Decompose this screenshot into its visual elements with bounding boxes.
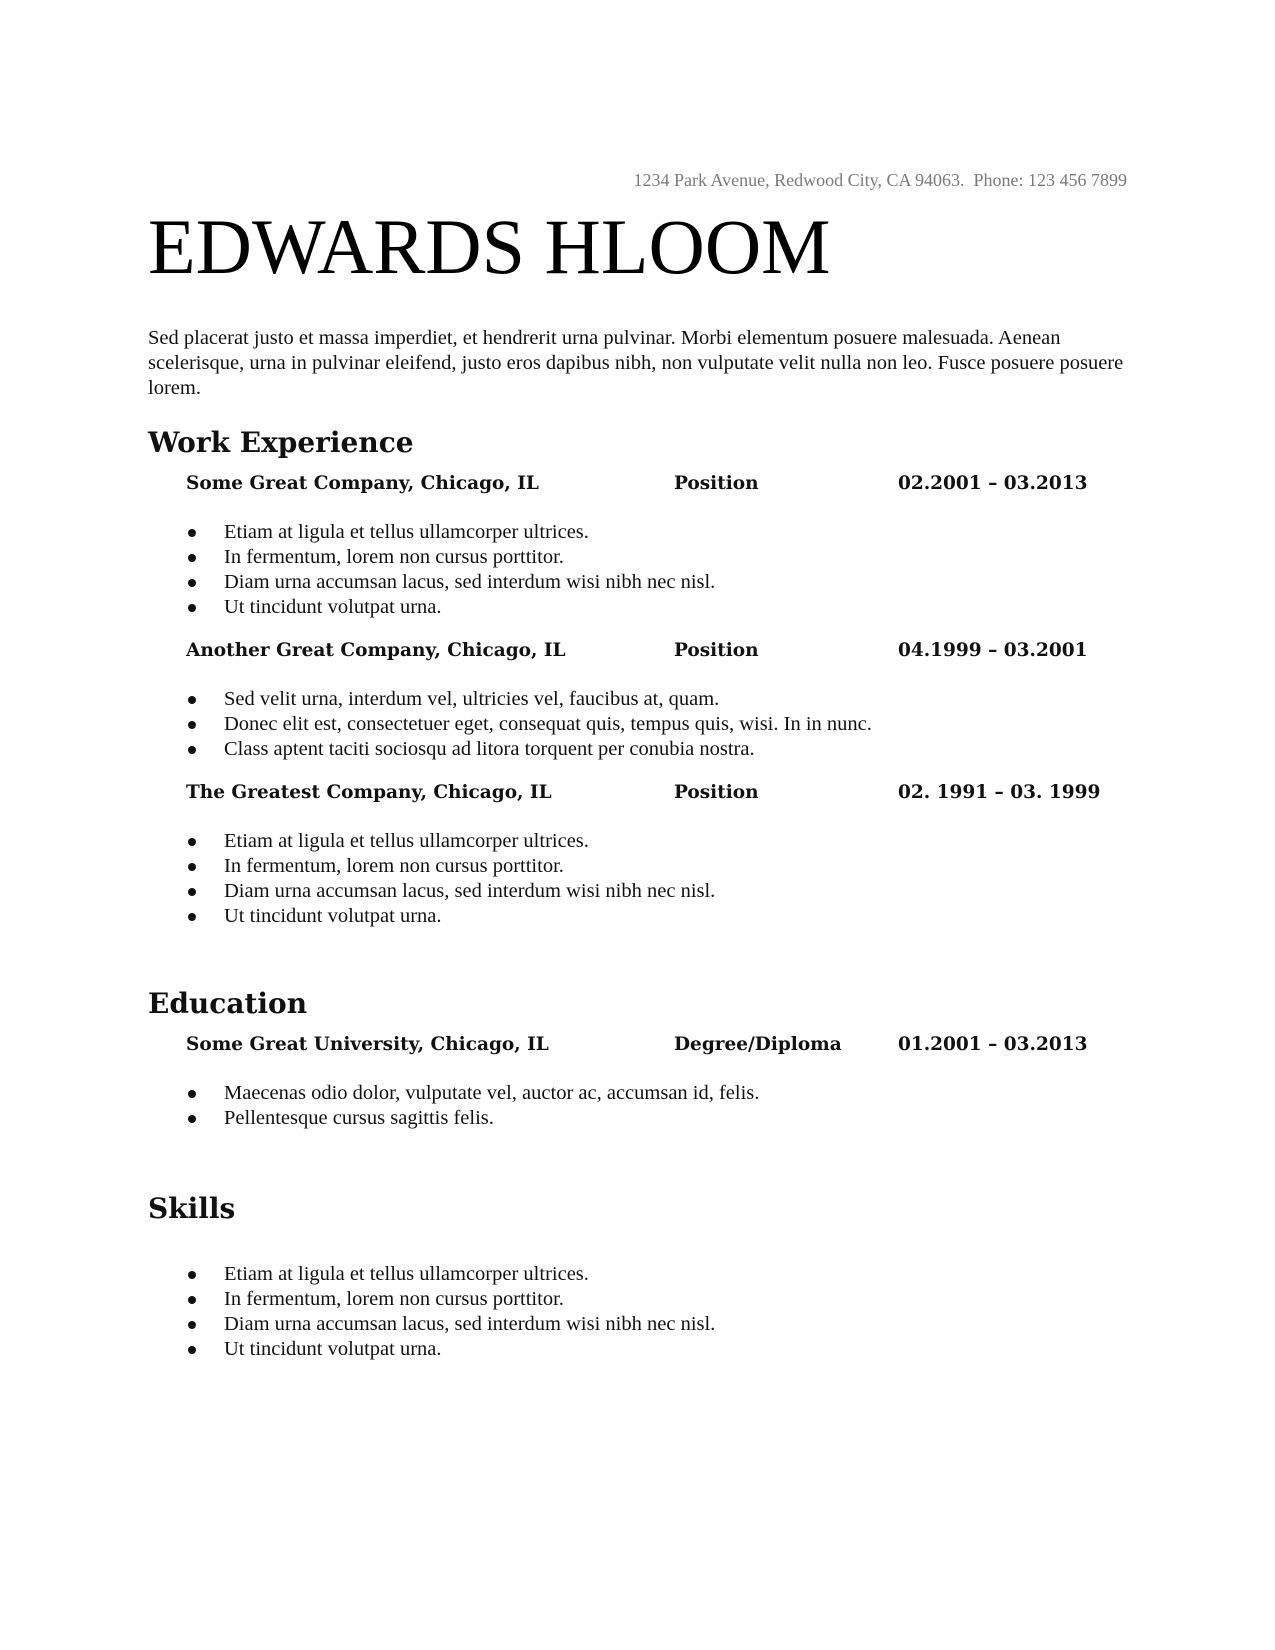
bullet-text: Ut tincidunt volutpat urna. <box>224 1338 442 1360</box>
bullet-text: Sed velit urna, interdum vel, ultricies vel, faucibus at, quam. <box>224 688 720 710</box>
bullet-dot-icon <box>188 1115 196 1123</box>
bullet-text: In fermentum, lorem non cursus porttitor. <box>224 546 564 568</box>
entry-organization: The Greatest Company, Chicago, IL <box>186 782 552 803</box>
bullet-dot-icon <box>188 1321 196 1329</box>
bullet-dot-icon <box>188 1346 196 1354</box>
list-item <box>186 904 715 929</box>
bullet-dot-icon <box>188 863 196 871</box>
list-item <box>186 1287 715 1312</box>
entry-dates: 02.2001 – 03.2013 <box>898 473 1088 494</box>
bullet-text: Donec elit est, consectetuer eget, consequat quis, tempus quis, wisi. In in nunc. <box>224 713 872 735</box>
bullet-text: In fermentum, lorem non cursus porttitor. <box>224 1288 564 1310</box>
contact-line: 1234 Park Avenue, Redwood City, CA 94063. Phone: 123 456 7899 <box>633 170 1127 190</box>
bullet-dot-icon <box>188 604 196 612</box>
bullet-dot-icon <box>188 1271 196 1279</box>
bullet-dot-icon <box>188 838 196 846</box>
bullet-dot-icon <box>188 746 196 754</box>
bullet-text: Maecenas odio dolor, vulputate vel, auctor ac, accumsan id, felis. <box>224 1082 760 1104</box>
skills-bullets <box>186 1262 715 1362</box>
education-entry-header <box>186 1034 1106 1060</box>
bullet-text: Ut tincidunt volutpat urna. <box>224 596 442 618</box>
bullet-text: Diam urna accumsan lacus, sed interdum wisi nibh nec nisl. <box>224 1313 716 1335</box>
bullet-dot-icon <box>188 529 196 537</box>
list-item <box>186 1262 715 1287</box>
list-item <box>186 570 715 595</box>
work-entry-header <box>186 782 1106 808</box>
list-item <box>186 520 715 545</box>
work-experience-heading: Work Experience <box>148 426 414 459</box>
list-item <box>186 687 872 712</box>
bullet-text: Class aptent taciti sociosqu ad litora torquent per conubia nostra. <box>224 738 755 760</box>
bullet-dot-icon <box>188 1090 196 1098</box>
education-heading: Education <box>148 987 308 1020</box>
work-entry-header <box>186 473 1106 499</box>
education-entry-bullets <box>186 1081 759 1131</box>
entry-dates: 04.1999 – 03.2001 <box>898 640 1088 661</box>
list-item <box>186 829 715 854</box>
work-entry-bullets <box>186 520 715 620</box>
entry-position: Position <box>674 782 759 803</box>
list-item <box>186 854 715 879</box>
bullet-dot-icon <box>188 579 196 587</box>
entry-organization: Some Great University, Chicago, IL <box>186 1034 549 1055</box>
list-item <box>186 737 872 762</box>
bullet-text: Diam urna accumsan lacus, sed interdum wisi nibh nec nisl. <box>224 571 716 593</box>
entry-dates: 01.2001 – 03.2013 <box>898 1034 1088 1055</box>
list-item <box>186 1312 715 1337</box>
bullet-text: Etiam at ligula et tellus ullamcorper ultrices. <box>224 1263 589 1285</box>
entry-position: Position <box>674 473 759 494</box>
list-item <box>186 595 715 620</box>
bullet-text: Pellentesque cursus sagittis felis. <box>224 1107 494 1129</box>
entry-degree: Degree/Diploma <box>674 1034 842 1055</box>
list-item <box>186 1106 759 1131</box>
bullet-dot-icon <box>188 888 196 896</box>
bullet-dot-icon <box>188 696 196 704</box>
bullet-text: In fermentum, lorem non cursus porttitor. <box>224 855 564 877</box>
entry-organization: Another Great Company, Chicago, IL <box>186 640 566 661</box>
entry-position: Position <box>674 640 759 661</box>
list-item <box>186 545 715 570</box>
list-item <box>186 712 872 737</box>
candidate-name: EDWARDS HLOOM <box>148 203 831 290</box>
bullet-text: Etiam at ligula et tellus ullamcorper ultrices. <box>224 830 589 852</box>
entry-dates: 02. 1991 – 03. 1999 <box>898 782 1101 803</box>
list-item <box>186 1337 715 1362</box>
bullet-text: Etiam at ligula et tellus ullamcorper ultrices. <box>224 521 589 543</box>
work-entry-bullets <box>186 829 715 929</box>
list-item <box>186 1081 759 1106</box>
bullet-dot-icon <box>188 1296 196 1304</box>
list-item <box>186 879 715 904</box>
bullet-text: Diam urna accumsan lacus, sed interdum wisi nibh nec nisl. <box>224 880 716 902</box>
work-entry-header <box>186 640 1106 666</box>
work-entry-bullets <box>186 687 872 762</box>
bullet-text: Ut tincidunt volutpat urna. <box>224 905 442 927</box>
bullet-dot-icon <box>188 913 196 921</box>
bullet-dot-icon <box>188 554 196 562</box>
bullet-dot-icon <box>188 721 196 729</box>
skills-heading: Skills <box>148 1192 236 1225</box>
entry-organization: Some Great Company, Chicago, IL <box>186 473 539 494</box>
summary-paragraph: Sed placerat justo et massa imperdiet, et hendrerit urna pulvinar. Morbi elementum posuere malesuada. Aenean scelerisque, urna in pulvinar eleifend, justo eros dapibus nibh, non vulputate velit nulla non leo. Fusce posuere posuere lorem. <box>148 327 1124 399</box>
